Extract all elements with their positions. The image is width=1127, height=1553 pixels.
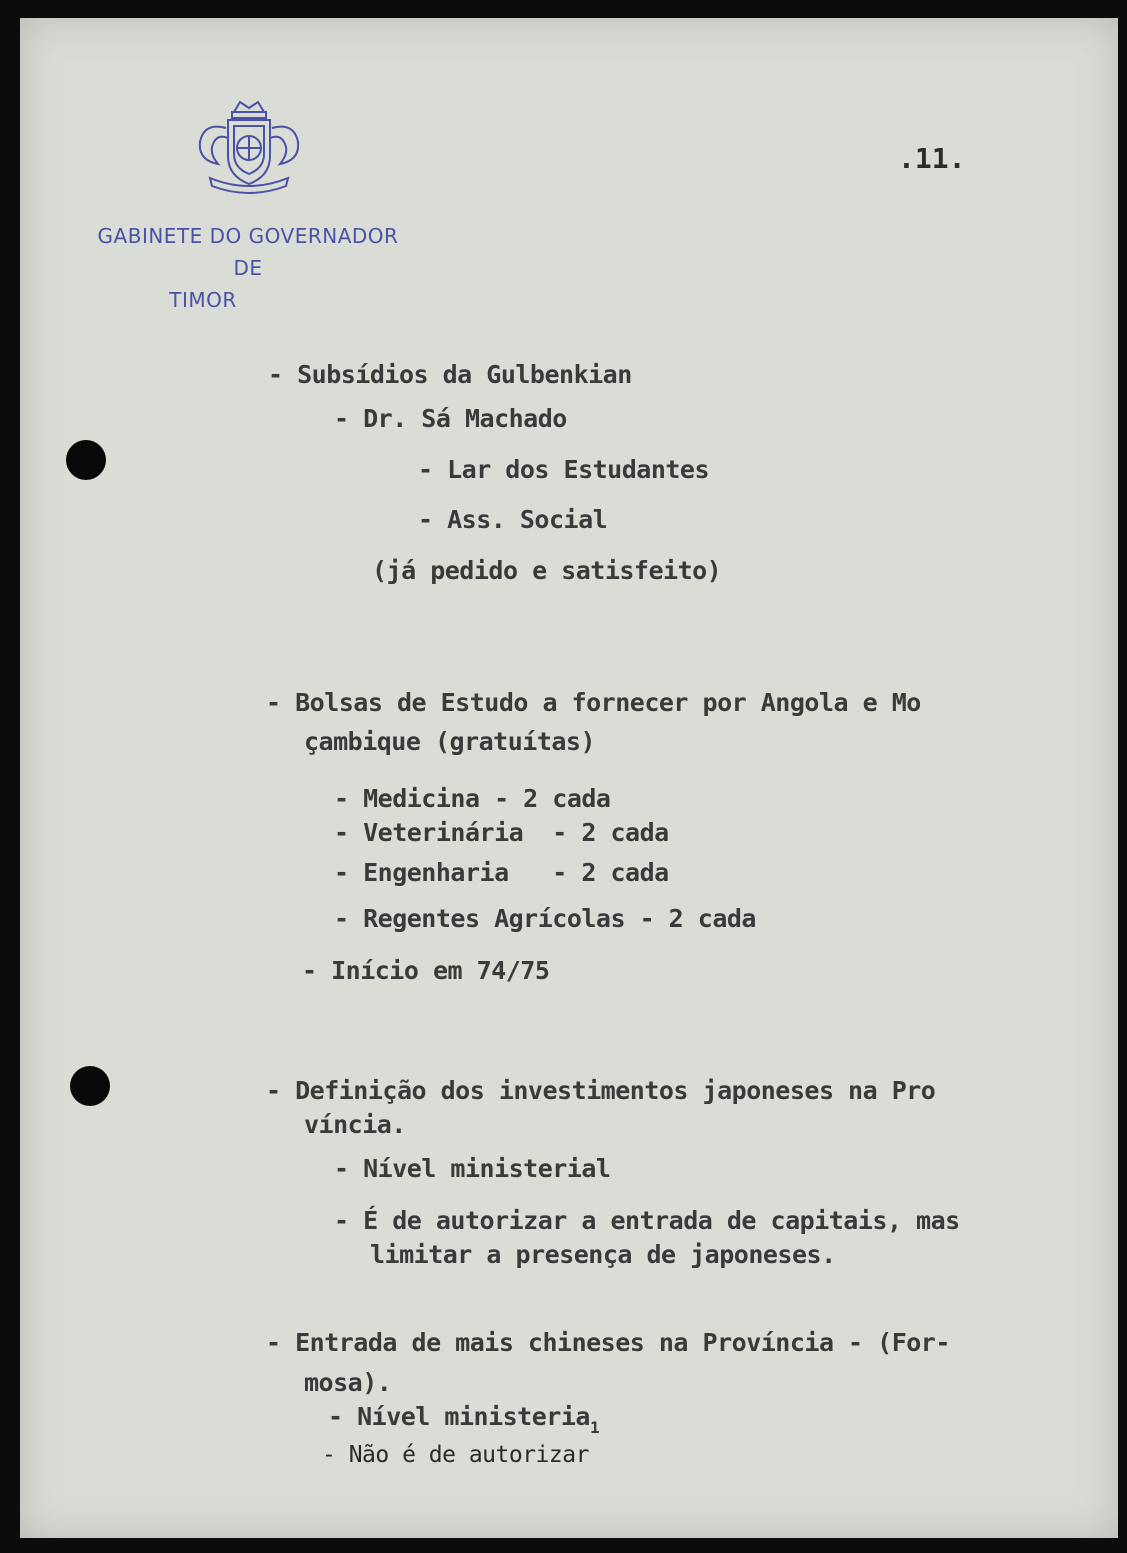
bolsas-line-3: - Engenharia - 2 cada bbox=[334, 858, 669, 887]
bolsas-line-4: - Regentes Agrícolas - 2 cada bbox=[334, 904, 756, 933]
chineses-title-2: mosa). bbox=[304, 1368, 392, 1397]
gulbenkian-line-4: (já pedido e satisfeito) bbox=[372, 556, 722, 585]
coat-of-arms-seal-icon bbox=[190, 98, 308, 198]
punch-hole-top bbox=[66, 440, 106, 480]
office-line-1: GABINETE DO GOVERNADOR bbox=[97, 224, 399, 248]
gulbenkian-line-3: - Ass. Social bbox=[418, 505, 608, 534]
bolsas-line-1: - Medicina - 2 cada bbox=[334, 784, 611, 813]
chineses-line-2: - Não é de autorizar bbox=[322, 1442, 589, 1468]
office-line-3: TIMOR bbox=[169, 288, 237, 312]
chineses-line-1 bbox=[328, 1402, 599, 1437]
japoneses-line-1: - Nível ministerial bbox=[334, 1154, 611, 1183]
japoneses-title-1: - Definição dos investimentos japoneses na Pro bbox=[266, 1076, 936, 1105]
japoneses-line-2: - É de autorizar a entrada de capitais, mas bbox=[334, 1206, 960, 1235]
chineses-line-1-suffix: 1 bbox=[589, 1418, 600, 1437]
chineses-title-1: - Entrada de mais chineses na Província - (For- bbox=[266, 1328, 950, 1357]
chineses-line-1-text: - Nível ministeria bbox=[328, 1402, 590, 1431]
gulbenkian-line-1: - Dr. Sá Machado bbox=[334, 404, 567, 433]
japoneses-title-2: víncia. bbox=[304, 1110, 406, 1139]
japoneses-line-3: limitar a presença de japoneses. bbox=[370, 1240, 836, 1269]
gulbenkian-title: - Subsídios da Gulbenkian bbox=[268, 360, 632, 389]
office-line-2: DE bbox=[233, 256, 263, 280]
gulbenkian-line-2: - Lar dos Estudantes bbox=[418, 455, 710, 484]
punch-hole-bottom bbox=[70, 1066, 110, 1106]
bolsas-line-2: - Veterinária - 2 cada bbox=[334, 818, 669, 847]
bolsas-title-2: çambique (gratuítas) bbox=[304, 727, 596, 756]
page-number: .11. bbox=[898, 142, 966, 175]
bolsas-line-5: - Início em 74/75 bbox=[302, 956, 550, 985]
bolsas-title-1: - Bolsas de Estudo a fornecer por Angola e Mo bbox=[266, 688, 921, 717]
office-letterhead bbox=[78, 220, 418, 316]
